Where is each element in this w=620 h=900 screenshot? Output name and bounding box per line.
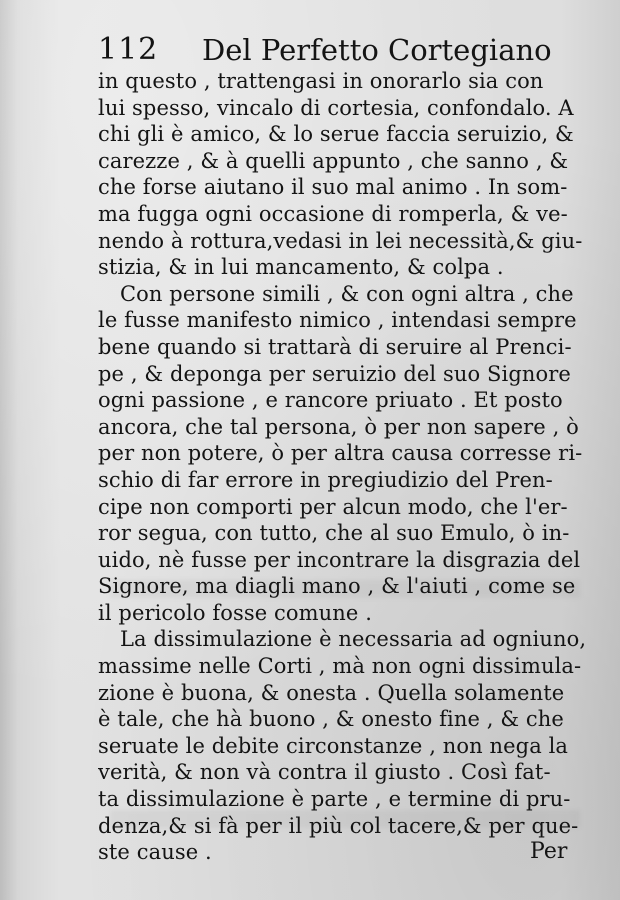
text-line: il pericolo fosse comune .	[98, 600, 372, 625]
text-line: per non potere, ò per altra causa corresse ri-	[98, 441, 583, 466]
text-line: massime nelle Corti , mà non ogni dissimula-	[98, 654, 582, 679]
text-line: seruate le debite circonstanze , non nega la	[98, 733, 569, 758]
text-line: bene quando si trattarà di seruire al Prenci-	[98, 334, 572, 359]
text-line: Con persone simili , & con ogni altra , che	[120, 281, 574, 306]
text-line: La dissimulazione è necessaria ad ogniuno,	[120, 627, 587, 652]
text-line: pe , & deponga per seruizio del suo Signore	[98, 361, 571, 386]
text-line: in questo , trattengasi in onorarlo sia con	[98, 69, 544, 93]
text-line: cipe non comporti per alcun modo, che l'er-	[98, 494, 568, 519]
text-line: carezze , & à quelli appunto , che sanno , &	[98, 148, 569, 173]
text-line: schio di far errore in pregiudizio del Pren-	[98, 467, 553, 492]
text-line: è tale, che hà buono , & onesto fine , & che	[98, 707, 564, 732]
text-line: ma fugga ogni occasione di romperla, & ve-	[98, 201, 568, 226]
text-line: nendo à rottura,vedasi in lei necessità,& giu-	[98, 228, 583, 253]
running-title: Del Perfetto Cortegiano	[202, 33, 552, 67]
text-line: lui spesso, vincalo di cortesia, confondalo. A	[98, 95, 574, 120]
text-line: ste cause .	[98, 840, 212, 865]
catchword: Per	[530, 839, 568, 864]
text-line: ror segua, con tutto, che al suo Emulo, ò in-	[98, 521, 570, 546]
text-line: ancora, che tal persona, ò per non sapere , ò	[98, 414, 579, 439]
text-line: verità, & non và contra il giusto . Così fat-	[98, 760, 551, 785]
page-number: 112	[98, 32, 159, 67]
text-line: ogni passione , e rancore priuato . Et posto	[98, 388, 563, 413]
text-line: le fusse manifesto nimico , intendasi sempre	[98, 308, 577, 333]
text-line: denza,& si fà per il più col tacere,& per que-	[98, 813, 579, 838]
text-line: Signore, ma diagli mano , & l'aiuti , come se	[98, 574, 576, 599]
body-text	[98, 68, 604, 866]
text-line: stizia, & in lui mancamento, & colpa .	[98, 255, 504, 280]
text-line: che forse aiutano il suo mal animo . In som-	[98, 175, 568, 200]
page-header	[98, 30, 560, 70]
text-line: uido, nè fusse per incontrare la disgrazia del	[98, 547, 581, 572]
text-line: zione è buona, & onesta . Quella solamente	[98, 680, 565, 705]
text-line: ta dissimulazione è parte , e termine di pru-	[98, 787, 571, 812]
text-line: chi gli è amico, & lo serue faccia seruizio, &	[98, 122, 574, 147]
